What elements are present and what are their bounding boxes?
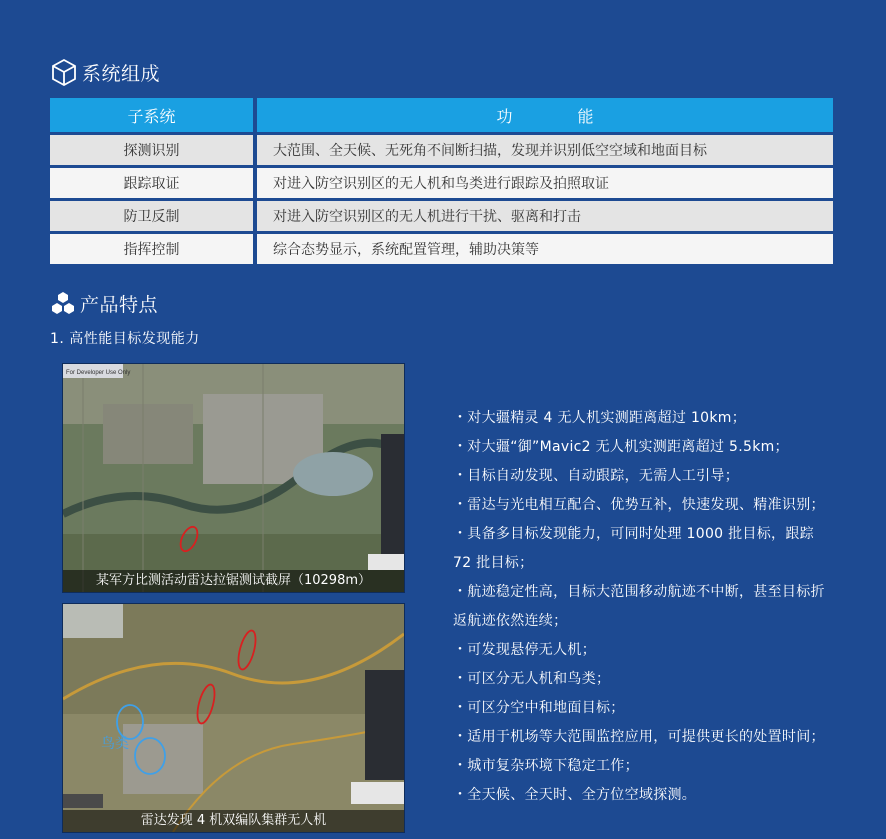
photo-caption: 雷达发现 4 机双编队集群无人机 bbox=[63, 810, 404, 832]
section-title-system bbox=[50, 58, 160, 86]
radar-screenshot-1 bbox=[62, 363, 405, 593]
section-title-text: 系统组成 bbox=[82, 62, 161, 85]
table-row bbox=[50, 168, 833, 198]
table-cell-subsystem: 防卫反制 bbox=[50, 201, 257, 231]
cube-icon bbox=[50, 58, 78, 86]
table-cell-function: 对进入防空识别区的无人机和鸟类进行跟踪及拍照取证 bbox=[257, 168, 833, 198]
photo-caption: 某军方比测活动雷达拉锯测试截屏（10298m） bbox=[63, 570, 404, 592]
list-item: ・全天候、全天时、全方位空域探测。 bbox=[453, 787, 697, 803]
subsystem-table bbox=[50, 95, 833, 267]
section-title-features bbox=[50, 290, 158, 317]
list-item: ・对大疆“御”Mavic2 无人机实测距离超过 5.5km； bbox=[453, 439, 789, 455]
satellite-map-image bbox=[63, 364, 404, 592]
list-item: ・具备多目标发现能力，可同时处理 1000 批目标，跟踪 72 批目标； bbox=[453, 526, 814, 571]
list-item: ・航迹稳定性高，目标大范围移动航迹不中断，甚至目标折返航迹依然连续； bbox=[453, 584, 825, 629]
table-cell-function: 大范围、全天候、无死角不间断扫描，发现并识别低空空域和地面目标 bbox=[257, 135, 833, 165]
table-header-row bbox=[50, 98, 833, 132]
list-item: ・城市复杂环境下稳定工作； bbox=[453, 758, 639, 774]
table-cell-function: 对进入防空识别区的无人机进行干扰、驱离和打击 bbox=[257, 201, 833, 231]
table-header-function: 功 能 bbox=[257, 98, 833, 132]
list-item: ・对大疆精灵 4 无人机实测距离超过 10km； bbox=[453, 410, 747, 426]
feature-bullet-list bbox=[453, 404, 833, 810]
table-cell-subsystem: 指挥控制 bbox=[50, 234, 257, 264]
table-cell-subsystem: 跟踪取证 bbox=[50, 168, 257, 198]
overlay-text: For Developer Use Only bbox=[66, 370, 131, 376]
bird-label: 鸟类 bbox=[101, 736, 129, 752]
list-item: ・可区分无人机和鸟类； bbox=[453, 671, 611, 687]
table-cell-function: 综合态势显示，系统配置管理，辅助决策等 bbox=[257, 234, 833, 264]
table-row bbox=[50, 135, 833, 165]
section-title-text: 产品特点 bbox=[80, 294, 159, 316]
list-item: ・可发现悬停无人机； bbox=[453, 642, 596, 658]
list-item: ・可区分空中和地面目标； bbox=[453, 700, 625, 716]
table-row bbox=[50, 201, 833, 231]
table-cell-subsystem: 探测识别 bbox=[50, 135, 257, 165]
radar-screenshot-2 bbox=[62, 603, 405, 833]
table-row bbox=[50, 234, 833, 264]
list-item: ・适用于机场等大范围监控应用，可提供更长的处置时间； bbox=[453, 729, 825, 745]
table-header-subsystem: 子系统 bbox=[50, 98, 257, 132]
cubes-icon bbox=[50, 291, 76, 317]
list-item: ・目标自动发现、自动跟踪，无需人工引导； bbox=[453, 468, 739, 484]
feature-subheading: 1. 高性能目标发现能力 bbox=[50, 331, 200, 347]
satellite-map-image bbox=[63, 604, 404, 832]
list-item: ・雷达与光电相互配合、优势互补，快速发现、精准识别； bbox=[453, 497, 825, 513]
